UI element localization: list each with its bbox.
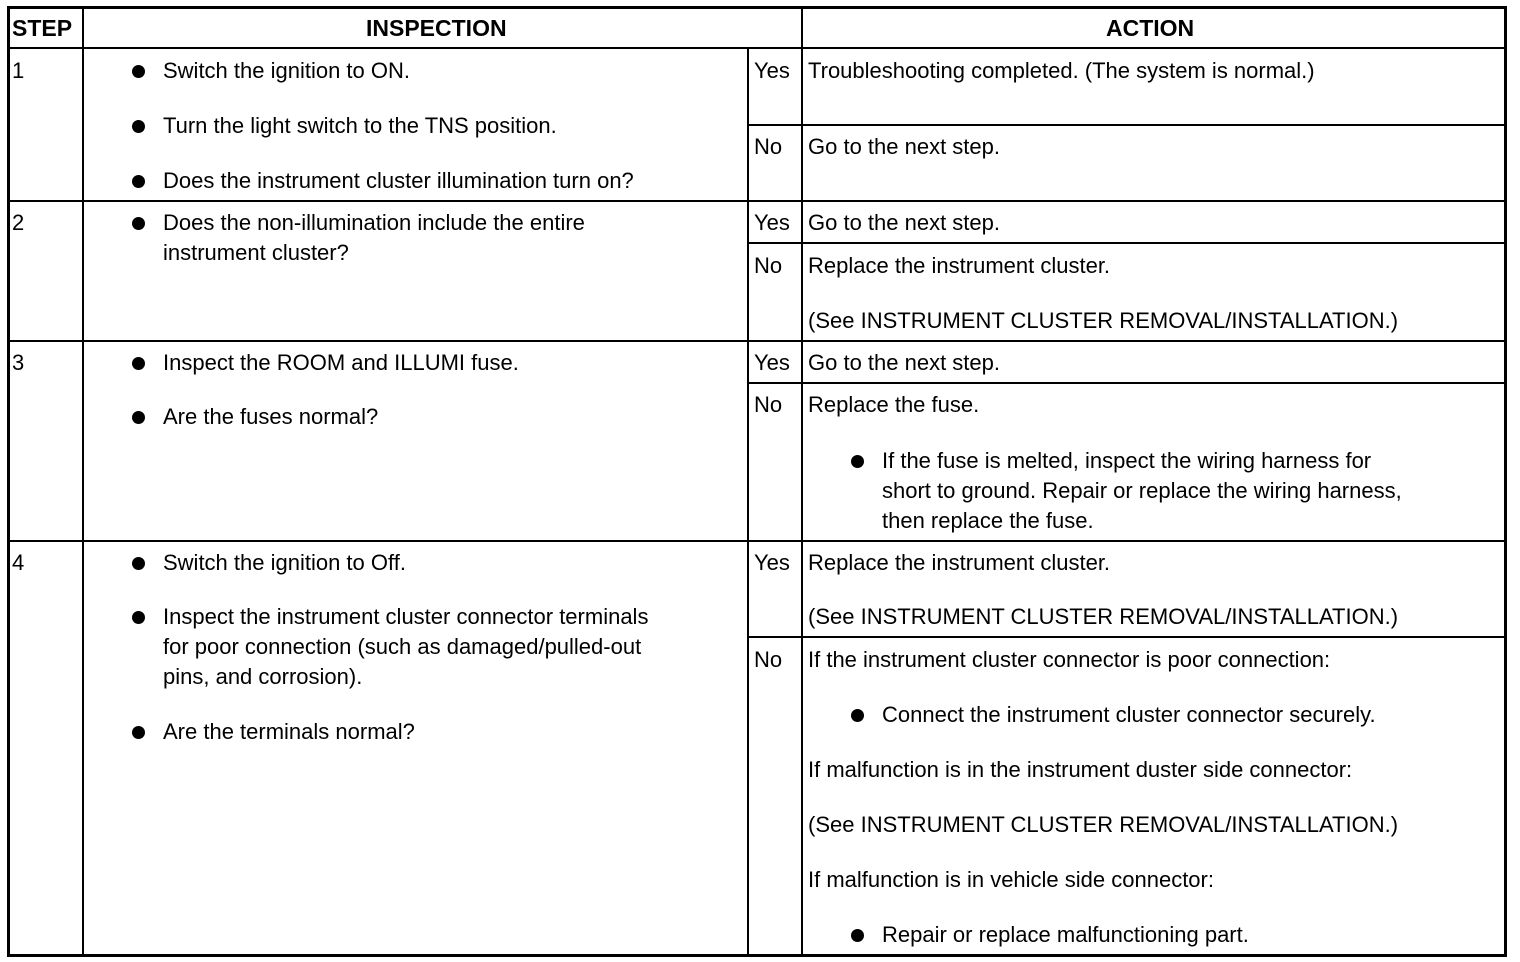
step-number: 1 [12,58,25,83]
see-reference: (See INSTRUMENT CLUSTER REMOVAL/INSTALLATION.) [808,812,1399,837]
header-step: STEP [12,15,73,41]
no-label: No [754,134,783,159]
bullet-icon [132,557,145,570]
action-text: If malfunction is in the instrument duster side connector: [808,757,1353,782]
inspection-column-divider [801,6,803,957]
inspection-item: Inspect the ROOM and ILLUMI fuse. [163,350,519,375]
action-text: If the instrument cluster connector is poor connection: [808,647,1331,672]
bullet-icon [132,175,145,188]
see-reference: (See INSTRUMENT CLUSTER REMOVAL/INSTALLATION.) [808,308,1399,333]
bullet-icon [132,726,145,739]
bullet-icon [851,455,864,468]
no-label: No [754,392,783,417]
row1-yesno-divider [747,124,1507,126]
yesno-column-divider [747,48,749,957]
inspection-item: Are the terminals normal? [163,719,415,744]
bullet-icon [851,709,864,722]
action-text: If malfunction is in vehicle side connector: [808,867,1214,892]
action-bullet: Connect the instrument cluster connector securely. [882,702,1376,727]
header-divider [7,47,1507,49]
step-number: 4 [12,550,25,575]
inspection-item: Inspect the instrument cluster connector terminals [163,604,649,629]
action-bullet-continued: then replace the fuse. [882,508,1094,533]
action-text: Go to the next step. [808,350,1001,375]
inspection-item: Turn the light switch to the TNS position. [163,113,557,138]
row1-divider [7,200,1507,202]
bullet-icon [132,217,145,230]
row2-yesno-divider [747,242,1507,244]
step-column-divider [82,6,84,957]
see-reference: (See INSTRUMENT CLUSTER REMOVAL/INSTALLATION.) [808,604,1399,629]
row3-yesno-divider [747,382,1507,384]
inspection-item: Are the fuses normal? [163,404,379,429]
no-label: No [754,253,783,278]
action-text: Go to the next step. [808,210,1001,235]
bullet-icon [132,357,145,370]
no-label: No [754,647,783,672]
inspection-item-continued: for poor connection (such as damaged/pulled-out [163,634,642,659]
yes-label: Yes [754,350,790,375]
inspection-item: Does the instrument cluster illumination turn on? [163,168,634,193]
header-action: ACTION [1106,15,1195,41]
yes-label: Yes [754,58,790,83]
action-text: Replace the fuse. [808,392,980,417]
bullet-icon [132,65,145,78]
action-bullet: If the fuse is melted, inspect the wiring harness for [882,448,1372,473]
yes-label: Yes [754,550,790,575]
bullet-icon [132,611,145,624]
action-text: Replace the instrument cluster. [808,550,1111,575]
bullet-icon [132,411,145,424]
bullet-icon [851,929,864,942]
inspection-item: Switch the ignition to Off. [163,550,406,575]
inspection-item: Switch the ignition to ON. [163,58,411,83]
step-number: 2 [12,210,25,235]
step-number: 3 [12,350,25,375]
action-text: Troubleshooting completed. (The system is normal.) [808,58,1315,83]
inspection-item-continued: pins, and corrosion). [163,664,363,689]
action-bullet: Repair or replace malfunctioning part. [882,922,1249,947]
row3-divider [7,540,1507,542]
yes-label: Yes [754,210,790,235]
row4-yesno-divider [747,636,1507,638]
inspection-item: Does the non-illumination include the entire [163,210,585,235]
action-text: Replace the instrument cluster. [808,253,1111,278]
action-text: Go to the next step. [808,134,1001,159]
inspection-item-continued: instrument cluster? [163,240,349,265]
action-bullet-continued: short to ground. Repair or replace the wiring harness, [882,478,1402,503]
row2-divider [7,340,1507,342]
header-inspection: INSPECTION [366,15,507,41]
bullet-icon [132,120,145,133]
